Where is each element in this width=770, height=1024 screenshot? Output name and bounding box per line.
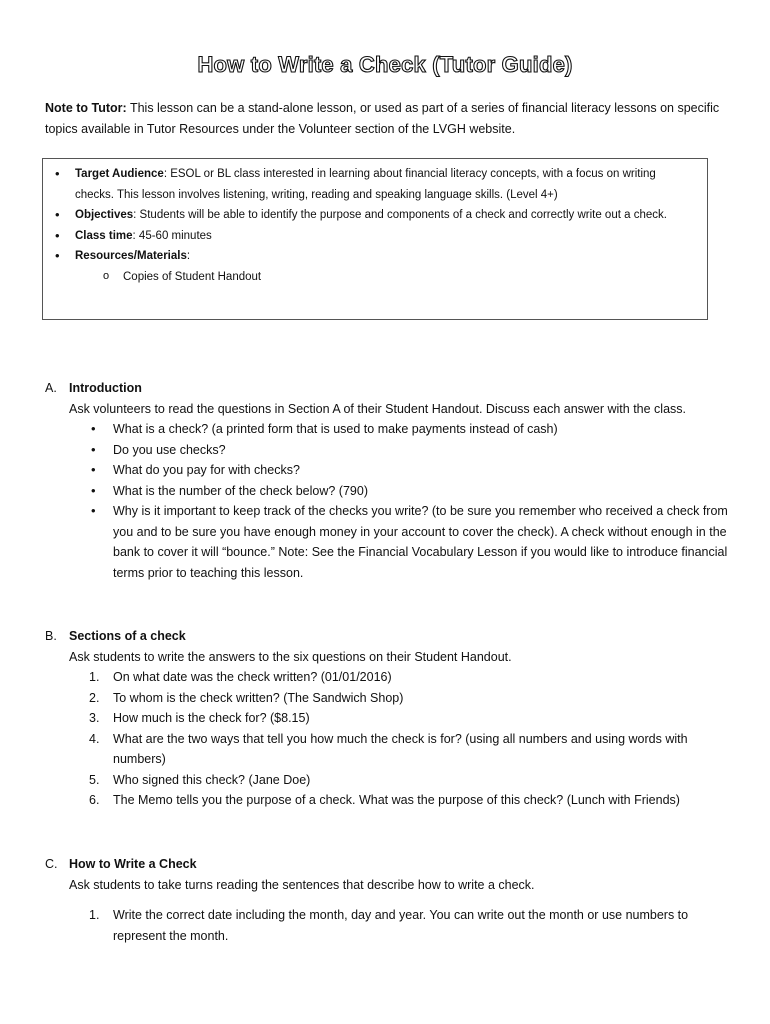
tutor-note-label: Note to Tutor: [45, 101, 127, 115]
list-item [89, 790, 735, 811]
section-sections-of-a-check [45, 626, 735, 811]
resource-item: o Copies of Student Handout [103, 267, 697, 288]
list-item: • Why is it important to keep track of the checks you write? (to be sure you remember who received a check from you and to be sure you have enough money in your account to cover the check). A check without enough in the bank to cover it will “bounce.” Note: See the Financial Vocabulary Lesson if you would like to introduce financial terms prior to teaching this lesson. [89, 501, 735, 583]
section-heading [45, 626, 735, 647]
item-number: 3. [89, 711, 100, 725]
summary-label: Objectives [75, 209, 134, 221]
tutor-note [45, 98, 735, 140]
list-item [89, 770, 735, 791]
item-text: How much is the check for? ($8.15) [113, 711, 310, 725]
question-list [45, 419, 735, 583]
summary-item-objectives [53, 205, 697, 226]
item-number: 1. [89, 908, 100, 922]
lesson-summary-box [42, 158, 708, 320]
summary-text: : ESOL or BL class interested in learning about financial literacy concepts, with a focus on writing checks. This lesson involves listening, writing, reading and speaking language skills. (Level 4+) [75, 168, 656, 201]
tutor-note-text: This lesson can be a stand-alone lesson, or used as part of a series of financial literacy lessons on specific topics available in Tutor Resources under the Volunteer section of the LVGH website. [45, 101, 720, 136]
summary-label: Class time [75, 229, 133, 242]
section-heading [45, 854, 735, 875]
summary-text: : 45-60 minutes [132, 229, 212, 242]
list-item [89, 708, 735, 729]
item-text: On what date was the check written? (01/01/2016) [113, 670, 392, 684]
section-introduction [45, 378, 735, 583]
item-number: 5. [89, 772, 100, 787]
section-letter: A. [45, 381, 57, 395]
numbered-question-list [45, 667, 735, 811]
list-item: • What do you pay for with checks? [89, 460, 735, 481]
numbered-step-list [45, 905, 735, 946]
list-item: • What is a check? (a printed form that is used to make payments instead of cash) [89, 419, 735, 440]
section-letter: B. [45, 629, 57, 643]
lesson-summary-list [53, 164, 697, 267]
section-title: How to Write a Check [69, 857, 197, 871]
section-intro: Ask students to take turns reading the sentences that describe how to write a check. [69, 877, 535, 892]
summary-text: : [186, 250, 191, 262]
section-intro: Ask volunteers to read the questions in Section A of their Student Handout. Discuss each answer with the class. [69, 401, 687, 416]
summary-text: : Students will be able to identify the purpose and components of a check and correctly write out a check. [133, 209, 667, 221]
section-title: Sections of a check [69, 629, 186, 643]
item-text: The Memo tells you the purpose of a check. What was the purpose of this check? (Lunch with Friends) [113, 793, 680, 807]
item-number: 1. [89, 670, 100, 684]
section-how-to-write-a-check [45, 854, 735, 946]
list-item [89, 729, 735, 770]
summary-item-resources [53, 246, 697, 267]
item-number: 2. [89, 690, 100, 705]
section-heading [45, 378, 735, 399]
page-title: How to Write a Check (Tutor Guide) [197, 52, 573, 77]
item-number: 4. [89, 731, 100, 746]
section-letter: C. [45, 857, 58, 871]
resources-sublist [53, 267, 697, 288]
list-item [89, 667, 735, 688]
summary-label: Resources/Materials [75, 250, 187, 262]
list-item [89, 905, 735, 946]
item-text: To whom is the check written? (The Sandwich Shop) [113, 690, 404, 705]
summary-label: Target Audience [75, 168, 164, 180]
item-text: Who signed this check? (Jane Doe) [113, 772, 311, 787]
summary-item-class-time [53, 226, 697, 247]
list-item [89, 688, 735, 709]
item-text: Write the correct date including the month, day and year. You can write out the month or use numbers to represent the month. [113, 908, 689, 943]
section-intro: Ask students to write the answers to the six questions on their Student Handout. [69, 649, 512, 664]
list-item: • What is the number of the check below? (790) [89, 481, 735, 502]
summary-item-target-audience [53, 164, 697, 205]
item-text: What are the two ways that tell you how much the check is for? (using all numbers and using words with numbers) [113, 731, 688, 766]
section-title: Introduction [69, 381, 142, 395]
list-item: • Do you use checks? [89, 440, 735, 461]
item-number: 6. [89, 793, 100, 807]
